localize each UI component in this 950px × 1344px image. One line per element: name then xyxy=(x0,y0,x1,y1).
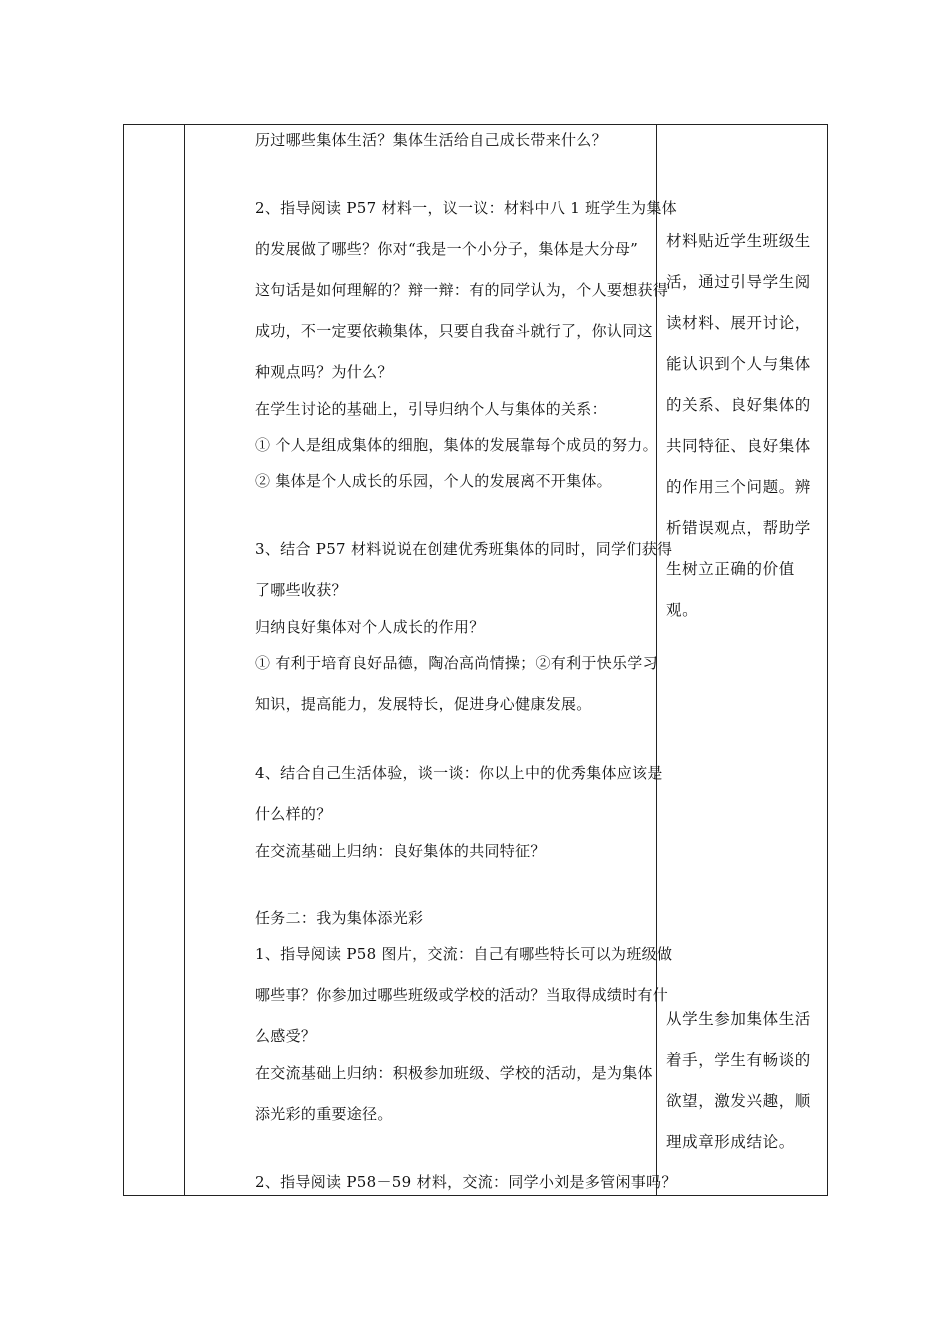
process-line: 什么样的？ xyxy=(255,805,332,823)
process-line: 4、结合自己生活体验，谈一谈：你以上中的优秀集体应该是 xyxy=(255,764,663,782)
process-line: 归纳良好集体对个人成长的作用？ xyxy=(255,618,485,636)
process-line: 3、结合 P57 材料说说在创建优秀班集体的同时，同学们获得 xyxy=(255,540,673,558)
process-line: ① 个人是组成集体的细胞，集体的发展靠每个成员的努力。 xyxy=(255,436,658,454)
process-line: 知识，提高能力，发展特长，促进身心健康发展。 xyxy=(255,695,592,713)
process-line: 2、指导阅读 P58－59 材料，交流：同学小刘是多管闲事吗？ xyxy=(255,1173,677,1191)
design-intent-cell xyxy=(657,125,828,1196)
process-line: 了哪些收获？ xyxy=(255,581,347,599)
process-line: 历过哪些集体生活？集体生活给自己成长带来什么？ xyxy=(255,131,607,149)
lesson-plan-table xyxy=(123,124,828,1196)
process-line: 1、指导阅读 P58 图片，交流：自己有哪些特长可以为班级做 xyxy=(255,945,673,963)
process-line: 在交流基础上归纳：良好集体的共同特征？ xyxy=(255,842,546,860)
left-margin-cell xyxy=(124,125,185,1196)
teaching-process-cell xyxy=(185,125,677,1196)
task-heading: 任务二：我为集体添光彩 xyxy=(255,909,424,927)
process-line: 在交流基础上归纳：积极参加班级、学校的活动，是为集体 xyxy=(255,1064,653,1082)
process-line: 这句话是如何理解的？辩一辩：有的同学认为，个人要想获得 xyxy=(255,281,669,299)
process-line: ② 集体是个人成长的乐园，个人的发展离不开集体。 xyxy=(255,472,612,490)
process-line: ① 有利于培育良好品德，陶冶高尚情操；②有利于快乐学习 xyxy=(255,654,658,672)
process-line: 么感受？ xyxy=(255,1027,317,1045)
process-line: 添光彩的重要途径。 xyxy=(255,1105,393,1123)
process-line: 的发展做了哪些？你对“我是一个小分子，集体是大分母” xyxy=(255,240,639,258)
design-note-first: 材料贴近学生班级生活，通过引导学生阅读材料、展开讨论，能认识到个人与集体的关系、良好集体的共同特征、良好集体的作用三个问题。辨析错误观点，帮助学生树立正确的价值观。 xyxy=(666,232,811,619)
process-line: 2、指导阅读 P57 材料一，议一议：材料中八 1 班学生为集体 xyxy=(255,199,677,217)
table-row xyxy=(124,125,828,1196)
process-line: 种观点吗？为什么？ xyxy=(255,363,393,381)
design-note-second: 从学生参加集体生活着手，学生有畅谈的欲望，激发兴趣，顺理成章形成结论。 xyxy=(666,1010,811,1151)
process-line: 在学生讨论的基础上，引导归纳个人与集体的关系： xyxy=(255,400,607,418)
process-line: 成功，不一定要依赖集体，只要自我奋斗就行了，你认同这 xyxy=(255,322,653,340)
process-line: 哪些事？你参加过哪些班级或学校的活动？当取得成绩时有什 xyxy=(255,986,669,1004)
